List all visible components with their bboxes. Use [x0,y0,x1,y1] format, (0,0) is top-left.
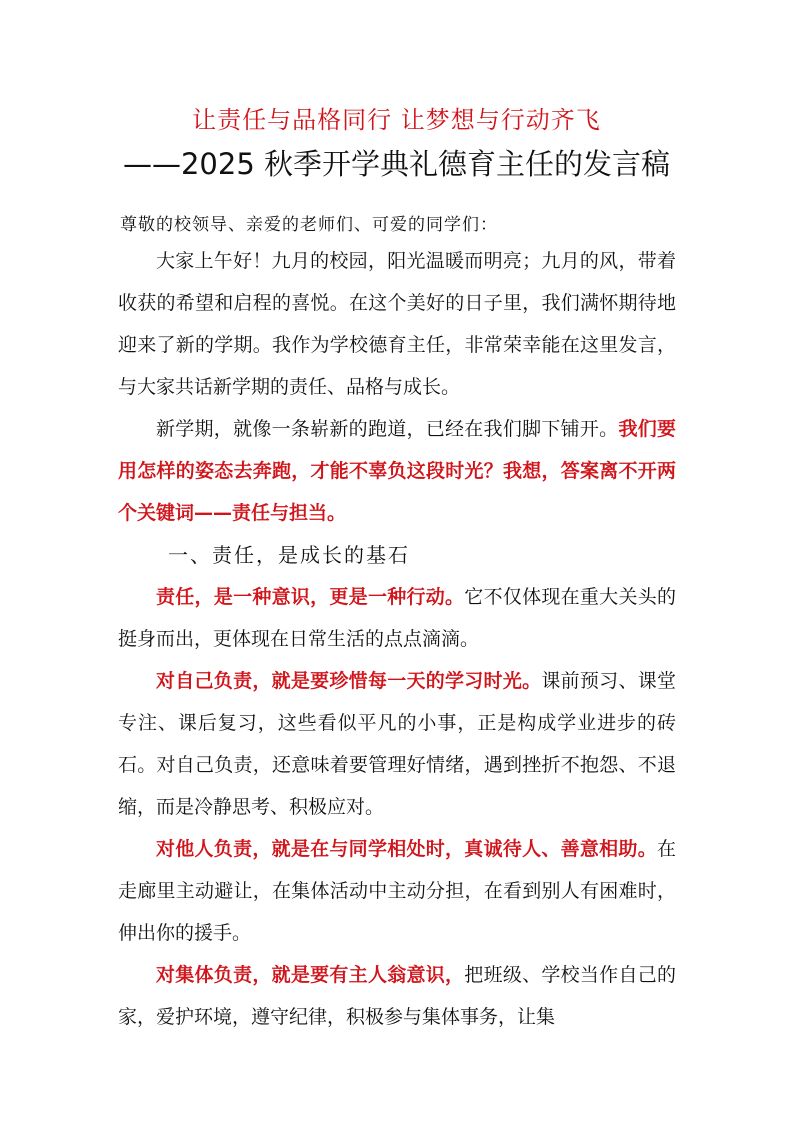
paragraph-text: 课前预习、课堂专注、课后复习，这些看似平凡的小事，正是构成学业进步的砖石。对自己负责，还意味着要管理好情绪，遇到挫折不抱怨、不退缩，而是冷静思考、积极应对。 [118,670,676,818]
paragraph-responsibility [118,576,676,660]
paragraph-text: 新学期，就像一条崭新的跑道，已经在我们脚下铺开。 [156,418,619,440]
paragraph-new-term [118,408,676,534]
emphasis-text: 对自己负责，就是要珍惜每一天的学习时光。 [156,670,542,692]
emphasis-text: 我们要用怎样的姿态去奔跑，才能不辜负这段时光？我想，答案离不开两个关键词——责任与担当。 [118,418,676,524]
emphasis-text: 责任，是一种意识，更是一种行动。 [156,586,465,608]
paragraph-self [118,660,676,828]
paragraph-greeting: 大家上午好！九月的校园，阳光温暖而明亮；九月的风，带着收获的希望和启程的喜悦。在这个美好的日子里，我们满怀期待地迎来了新的学期。我作为学校德育主任，非常荣幸能在这里发言，与大家共话新学期的责任、品格与成长。 [118,250,676,398]
document-body [118,240,676,1038]
document-subtitle: ——2025 秋季开学典礼德育主任的发言稿 [122,147,671,181]
paragraph-collective [118,954,676,1038]
salutation: 尊敬的校领导、亲爱的老师们、可爱的同学们： [120,215,498,235]
paragraph-text: 在走廊里主动避让，在集体活动中主动分担，在看到别人有困难时，伸出你的援手。 [118,838,676,944]
section-heading: 一、责任，是成长的基石 [168,543,410,567]
paragraph-others [118,828,676,954]
paragraph-text: 把班级、学校当作自己的家，爱护环境，遵守纪律，积极参与集体事务，让集 [118,964,676,1028]
emphasis-text: 对集体负责，就是要有主人翁意识， [156,964,465,986]
document-title: 让责任与品格同行 让梦想与行动齐飞 [192,106,601,134]
paragraph-text: 它不仅体现在重大关头的挺身而出，更体现在日常生活的点点滴滴。 [118,586,676,650]
emphasis-text: 对他人负责，就是在与同学相处时，真诚待人、善意相助。 [156,838,657,860]
